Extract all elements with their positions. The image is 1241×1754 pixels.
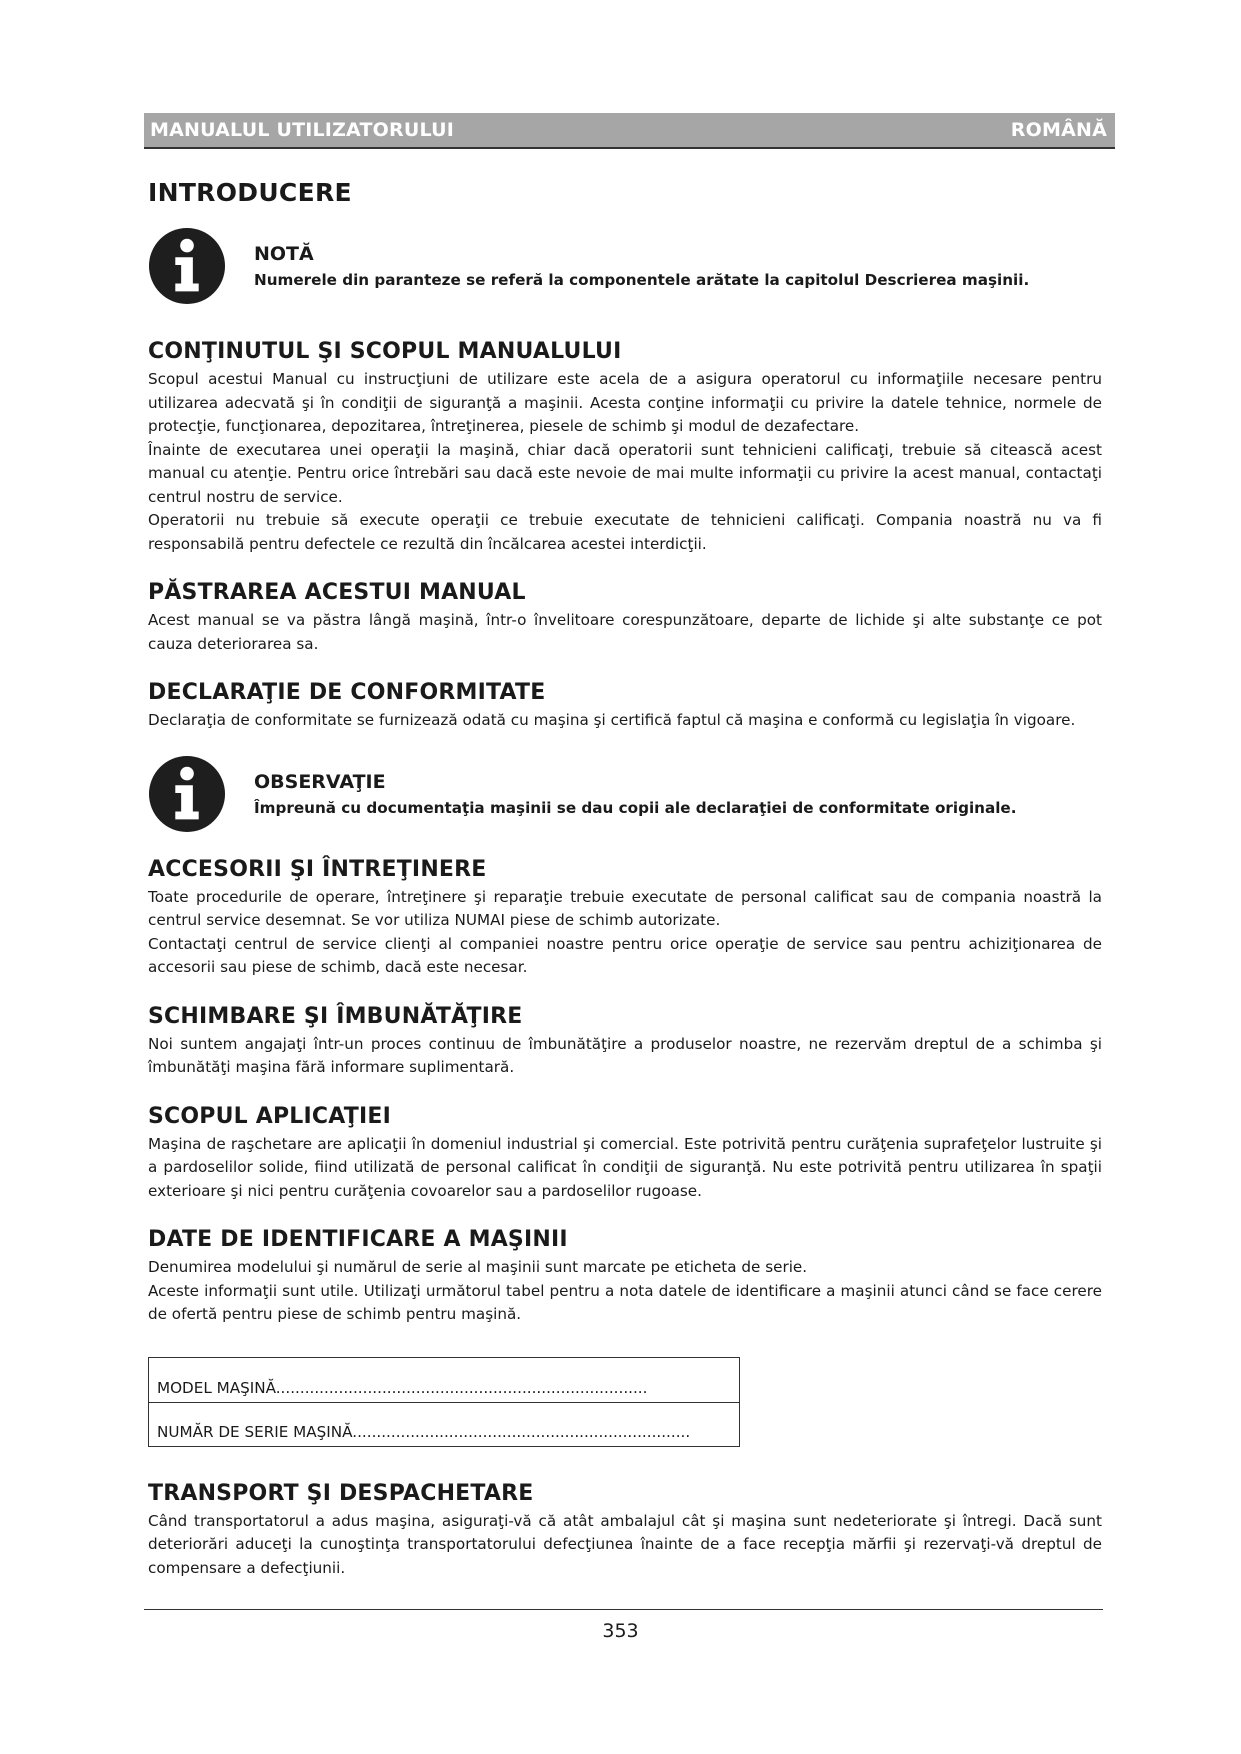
note-box [148,227,1102,305]
paragraph: Acest manual se va păstra lângă maşină, într-o învelitoare corespunzătoare, departe de lichide şi alte substanţe ce pot cauza deteriorarea sa. [148,611,1102,653]
section-keeping [148,580,1102,656]
info-icon [148,227,226,305]
identification-table [148,1357,740,1447]
section-application [148,1104,1102,1204]
header-title: MANUALUL UTILIZATORULUI [150,119,454,141]
section-title: DATE DE IDENTIFICARE A MAŞINII [148,1227,568,1252]
paragraph: Noi suntem angajaţi într-un proces continuu de îmbunătăţire a produselor noastre, ne rezervăm dreptul de a schimba şi îmbunătăţi maşina fără informare suplimentară. [148,1034,1102,1076]
header-language: ROMÂNĂ [1010,119,1107,141]
observation-box [148,755,1102,833]
section-title: PĂSTRAREA ACESTUI MANUAL [148,580,526,605]
serial-number-field: NUMĂR DE SERIE MAŞINĂ...................................................................... [149,1402,739,1446]
observation-label: OBSERVAŢIE [254,770,386,793]
paragraph: Declaraţia de conformitate se furnizează odată cu maşina şi certifică faptul că maşina e conformă cu legislaţia în vigoare. [148,711,1076,729]
model-field: MODEL MAŞINĂ............................................................................. [157,1378,648,1397]
observation-text: Împreună cu documentaţia maşinii se dau copii ale declaraţiei de conformitate originale. [254,798,1017,817]
note-text: Numerele din paranteze se referă la componentele arătate la capitolul Descrierea maşinii. [254,271,1030,289]
page-content [148,178,1102,1580]
paragraph: Denumirea modelului şi numărul de serie al maşinii sunt marcate pe eticheta de serie. [148,1258,808,1276]
section-title: DECLARAŢIE DE CONFORMITATE [148,680,546,705]
paragraph: Maşina de raşchetare are aplicaţii în domeniul industrial şi comercial. Este potrivită pentru curăţenia suprafeţelor lustruite şi a pardoselilor solide, fiind utilizată de personal calificat în condiţii de siguranţă. Nu este potrivită pentru utilizarea în spaţii exterioare şi nici pentru curăţenia covoarelor sau a pardoselilor rugoase. [148,1134,1102,1200]
section-title: TRANSPORT ŞI DESPACHETARE [148,1480,534,1506]
section-transport [148,1481,1102,1581]
section-identification [148,1227,1102,1327]
section-accessories [148,857,1102,980]
note-label: NOTĂ [254,243,314,265]
paragraph: Aceste informaţii sunt utile. Utilizaţi următorul tabel pentru a nota datele de identificare a maşinii atunci când se face cerere de ofertă pentru piese de schimb pentru maşină. [148,1281,1102,1323]
section-title: SCHIMBARE ŞI ÎMBUNĂTĂŢIRE [148,1003,523,1029]
paragraph: Când transportatorul a adus maşina, asiguraţi-vă că atât ambalajul cât şi maşina sunt nedeteriorate şi întregi. Dacă sunt deteriorări aduceţi la cunoştinţa transportatorului defecţiunea înainte de a face recepţia mărfii şi rezervaţi-vă dreptul de compensare a defecţiunii. [148,1511,1102,1577]
page-title: INTRODUCERE [148,178,352,207]
paragraph: Scopul acestui Manual cu instrucţiuni de utilizare este acela de a asigura operatorul cu informaţiile necesare pentru utilizarea adecvată şi în condiţii de siguranţă a maşinii. Acesta conţine informaţii cu privire la datele tehnice, normele de protecţie, funcţionarea, depozitarea, întreţinerea, piesele de schimb şi modul de dezafectare. [148,370,1102,435]
section-title: CONŢINUTUL ŞI SCOPUL MANUALULUI [148,339,622,364]
paragraph: Operatorii nu trebuie să execute operaţii ce trebuie executate de tehnicieni calificaţi. Compania noastră nu va fi responsabilă pentru defectele ce rezultă din încălcarea acestei interdicţii. [148,511,1102,553]
paragraph: Toate procedurile de operare, întreţinere şi reparaţie trebuie executate de personal calificat sau de compania noastră la centrul service desemnat. Se vor utiliza NUMAI piese de schimb autorizate. [148,887,1102,929]
section-conformity [148,680,1102,733]
section-improvement [148,1004,1102,1080]
footer-divider [144,1609,1103,1610]
info-icon [148,755,226,833]
page-number: 353 [602,1620,639,1642]
section-title: SCOPUL APLICAŢIEI [148,1103,391,1129]
paragraph: Înainte de executarea unei operaţii la maşină, chiar dacă operatorii sunt tehnicieni calificaţi, trebuie să citească acest manual cu atenţie. Pentru orice întrebări sau dacă este nevoie de mai multe informaţii cu privire la acest manual, contactaţi centrul nostru de service. [148,440,1102,506]
section-contents [148,339,1102,556]
observation-content [254,771,1017,817]
note-content [254,243,1029,289]
section-title: ACCESORII ŞI ÎNTREŢINERE [148,856,487,882]
paragraph: Contactaţi centrul de service clienţi al companiei noastre pentru orice operaţie de service sau pentru achiziţionarea de accesorii sau piese de schimb, dacă este necesar. [148,934,1102,976]
page-header [144,113,1115,149]
